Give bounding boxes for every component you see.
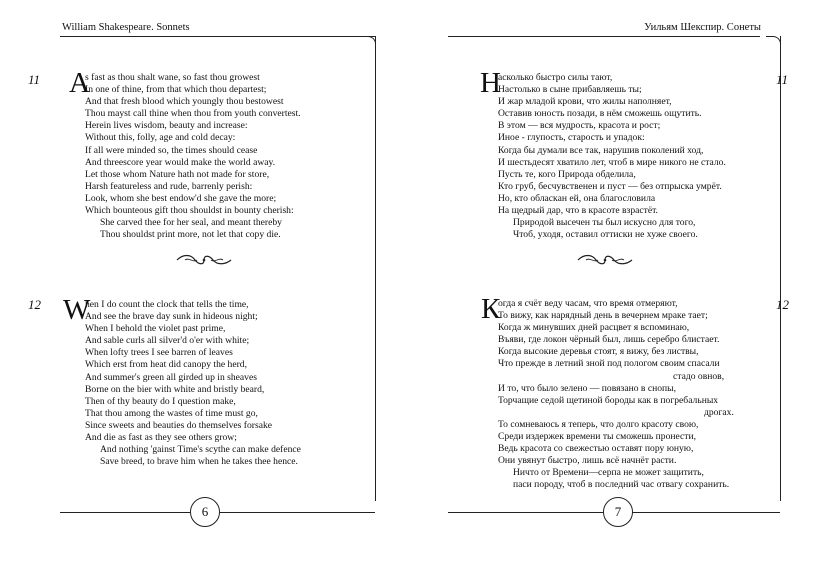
couplet-line: Чтоб, уходя, оставил оттиски не хуже своего. xyxy=(513,229,698,241)
flourish-ornament xyxy=(175,253,233,267)
sonnet-text xyxy=(481,293,734,492)
poem-line: Настолько в сыне прибавляешь ты; xyxy=(498,84,642,96)
poem-line: Въяви, где локон чёрный был, лишь серебро блистает. xyxy=(498,334,720,346)
couplet-line: She carved thee for her seal, and meant thereby xyxy=(100,217,282,229)
poem-line: Что прежде в летний зной под пологом своим спасали xyxy=(498,358,720,370)
poem-line: И шестьдесят хватило лет, чтоб в мире никого не стало. xyxy=(498,156,726,168)
couplet-line: And nothing 'gainst Time's scythe can make defence xyxy=(100,444,301,456)
sonnet-text xyxy=(69,67,301,241)
poem-line: Harsh featureless and rude, barrenly perish: xyxy=(85,180,253,192)
poem-line: And see the brave day sunk in hideous night; xyxy=(85,311,258,323)
poem-line: Which erst from heat did canopy the herd, xyxy=(85,359,247,371)
couplet-line: Thou shouldst print more, not let that copy die. xyxy=(100,229,281,241)
poem-line: And threescore year would make the world away. xyxy=(85,156,276,168)
sonnet-number: 12 xyxy=(28,297,41,312)
poem-line: And summer's green all girded up in sheaves xyxy=(85,371,257,383)
poem-line: То сомневаюсь я теперь, что долго красоту свою, xyxy=(498,418,699,430)
left-page xyxy=(0,0,411,567)
poem-line: If all were minded so, the times should cease xyxy=(85,144,258,156)
poem-line-continuation: стадо овнов, xyxy=(673,370,725,382)
poem-line: Since sweets and beauties do themselves forsake xyxy=(85,419,273,431)
poem-line: И жар младой крови, что жилы наполняет, xyxy=(498,96,672,108)
frame-corner xyxy=(766,36,781,51)
poem-line: Н асколько быстро силы тают, xyxy=(480,67,613,99)
drop-cap: К xyxy=(481,293,501,325)
page-header: William Shakespeare. Sonnets xyxy=(62,22,190,33)
poem-line: Когда высокие деревья стоят, я вижу, без листвы, xyxy=(498,346,699,358)
page-header: Уильям Шекспир. Сонеты xyxy=(644,22,761,33)
poem-line: Borne on the bier with white and bristly beard, xyxy=(85,383,265,395)
poem-line: When lofty trees I see barren of leaves xyxy=(85,347,233,359)
frame-line xyxy=(780,36,781,501)
poem-line: Кто груб, бесчувственен и пуст — без отпрыска умрёт. xyxy=(498,180,722,192)
poem-line-continuation: дрогах. xyxy=(704,406,734,418)
poem-line: В этом — вся мудрость, красота и рост; xyxy=(498,120,661,132)
poem-line: И то, что было зелено — повязано в снопы, xyxy=(498,382,677,394)
poem-line: Когда бы думали все так, нарушив поколений ход, xyxy=(498,144,704,156)
poem-line: Когда ж минувших дней расцвет я вспоминаю, xyxy=(498,322,690,334)
poem-line: Торчащие седой щетиной бороды как в погребальных xyxy=(498,394,719,406)
frame-line xyxy=(375,36,376,501)
poem-line: Look, whom she best endow'd she gave the more; xyxy=(85,192,277,204)
page-number: 6 xyxy=(190,497,220,527)
poem-line: W hen I do count the clock that tells the time, xyxy=(63,294,249,326)
poem-line: A s fast as thou shalt wane, so fast thou growest xyxy=(69,67,260,99)
poem-line: And die as fast as they see others grow; xyxy=(85,432,237,444)
poem-line: Thou mayst call thine when thou from youth convertest. xyxy=(85,108,301,120)
drop-cap: Н xyxy=(480,67,501,99)
header-rule xyxy=(60,36,375,37)
right-page xyxy=(412,0,823,567)
poem-line: Оставив юность позади, в нём сможешь ощутить. xyxy=(498,108,702,120)
poem-line: Но, кто обласкан ей, она благословила xyxy=(498,192,656,204)
poem-line: Они увянут быстро, лишь всё начнёт расти. xyxy=(498,455,677,467)
couplet-line: паси породу, чтоб в последний час отвагу сохранить. xyxy=(513,479,730,491)
poem-line: Пусть те, кого Природа обделила, xyxy=(498,168,636,180)
couplet-line: Ничто от Времени—серпа не может защитить, xyxy=(513,467,704,479)
sonnet-number: 11 xyxy=(776,72,789,87)
sonnet-number: 11 xyxy=(28,72,41,87)
poem-line: Without this, folly, age and cold decay: xyxy=(85,132,236,144)
poem-line: Ведь красота со свежестью оставят пору юную, xyxy=(498,443,694,455)
poem-line: Herein lives wisdom, beauty and increase: xyxy=(85,120,248,132)
poem-line: Let those whom Nature hath not made for store, xyxy=(85,168,270,180)
poem-line: Which bounteous gift thou shouldst in bounty cherish: xyxy=(85,205,294,217)
poem-line: Then of thy beauty do I question make, xyxy=(85,395,236,407)
poem-line: And sable curls all silver'd o'er with white; xyxy=(85,335,250,347)
drop-cap: A xyxy=(69,67,90,99)
header-rule xyxy=(448,36,760,37)
page-number: 7 xyxy=(603,497,633,527)
sonnet-text xyxy=(63,294,301,468)
poem-line: That thou among the wastes of time must go, xyxy=(85,407,258,419)
flourish-ornament xyxy=(576,253,634,267)
frame-corner xyxy=(361,36,376,51)
sonnet-text xyxy=(480,67,726,241)
poem-line: На щедрый дар, что в красоте взрастёт. xyxy=(498,205,658,217)
poem-line: К огда я счёт веду часам, что время отмеряют, xyxy=(481,293,678,325)
couplet-line: Save breed, to brave him when he takes thee hence. xyxy=(100,456,298,468)
poem-line: Среди издержек времени ты сможешь пронести, xyxy=(498,431,697,443)
drop-cap: W xyxy=(63,294,91,326)
poem-line: And that fresh blood which youngly thou bestowest xyxy=(85,96,284,108)
poem-line: То вижу, как нарядный день в вечернем мраке тает; xyxy=(498,310,708,322)
sonnet-number: 12 xyxy=(776,297,789,312)
couplet-line: Природой высечен ты был искусно для того, xyxy=(513,217,696,229)
poem-line: Иное - глупость, старость и упадок: xyxy=(498,132,645,144)
poem-line: When I behold the violet past prime, xyxy=(85,323,226,335)
poem-line: In one of thine, from that which thou departest; xyxy=(85,84,267,96)
